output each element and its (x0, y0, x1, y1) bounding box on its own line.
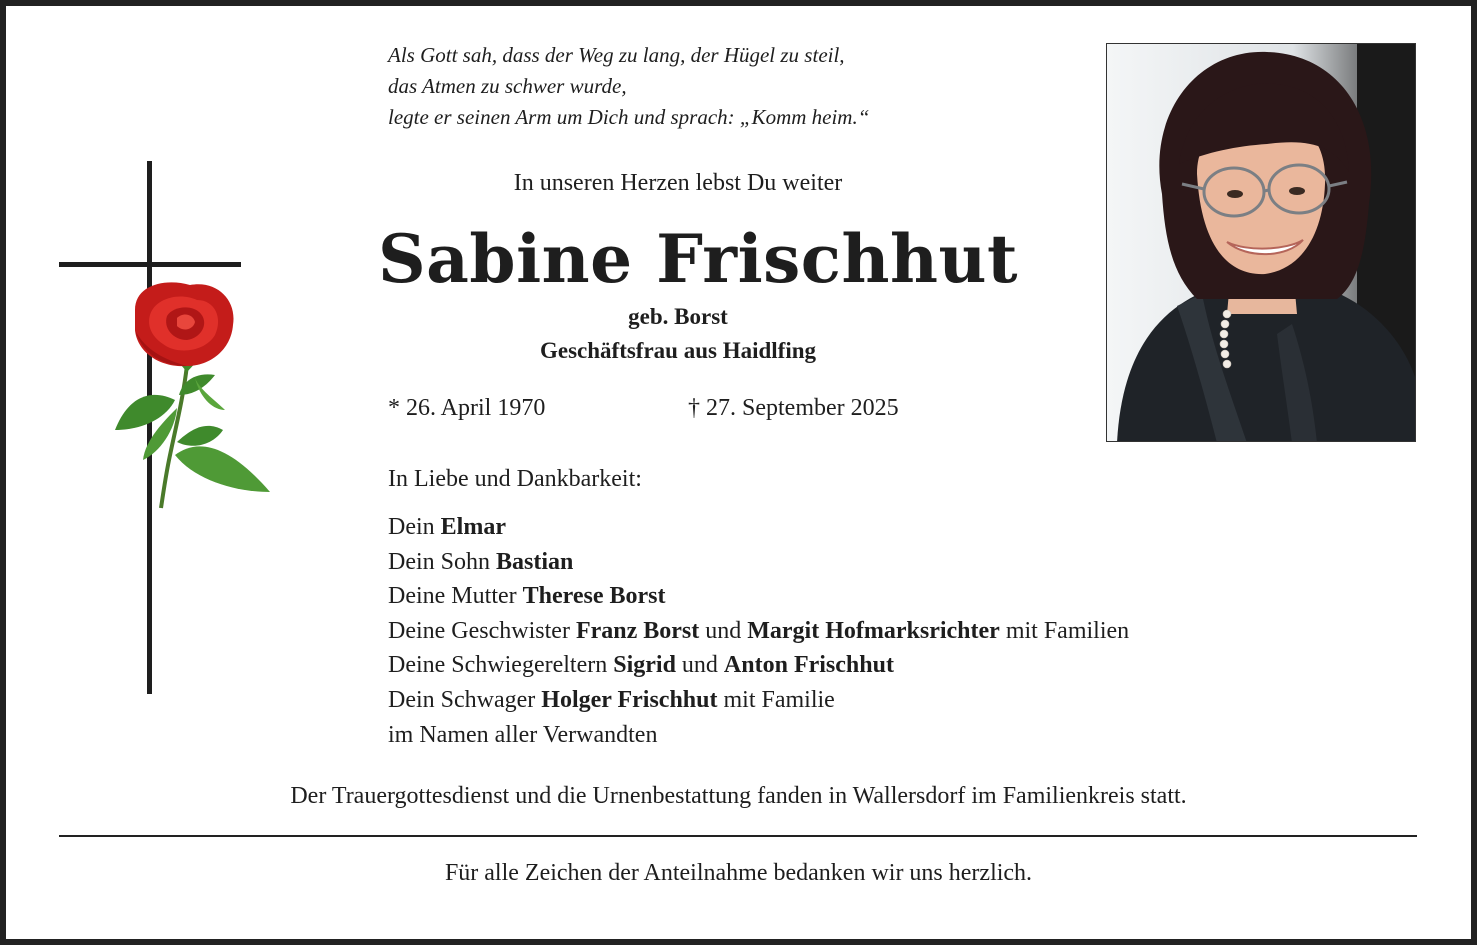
mourner-row: im Namen aller Verwandten (388, 721, 658, 748)
tagline: In unseren Herzen lebst Du weiter (513, 170, 843, 196)
divider (59, 835, 1417, 837)
mourner-row: Dein Sohn Bastian (388, 548, 574, 575)
cross-bar (59, 262, 241, 267)
thanks-note: Für alle Zeichen der Anteilnahme bedanken wir uns herzlich. (444, 860, 1033, 886)
occupation: Geschäftsfrau aus Haidlfing (539, 338, 817, 363)
mourner-row: Dein Schwager Holger Frischhut mit Familie (388, 686, 835, 713)
mourner-row: Deine Geschwister Franz Borst und Margit Hofmarksrichter mit Familien (388, 617, 1130, 644)
poem-line: legte er seinen Arm um Dich und sprach: „Komm heim.“ (388, 105, 870, 129)
greeting: In Liebe und Dankbarkeit: (388, 466, 642, 492)
rose-icon (105, 280, 280, 510)
mourners-list (388, 510, 1388, 752)
poem-line: Als Gott sah, dass der Weg zu lang, der Hügel zu steil, (388, 43, 845, 67)
portrait-photo (1106, 43, 1416, 442)
mourner-row: Deine Schwiegereltern Sigrid und Anton Frischhut (388, 652, 894, 679)
birth-date: * 26. April 1970 (388, 395, 546, 421)
deceased-name: Sabine Frischhut (378, 220, 1018, 298)
born-name: geb. Borst (628, 304, 728, 329)
mourner-row: Deine Mutter Therese Borst (388, 583, 666, 610)
poem (388, 40, 1088, 133)
mourner-row: Dein Elmar (388, 514, 506, 540)
service-note: Der Trauergottesdienst und die Urnenbestattung fanden in Wallersdorf im Familienkreis statt. (290, 783, 1187, 809)
death-date: † 27. September 2025 (688, 395, 899, 421)
poem-line: das Atmen zu schwer wurde, (388, 74, 627, 98)
